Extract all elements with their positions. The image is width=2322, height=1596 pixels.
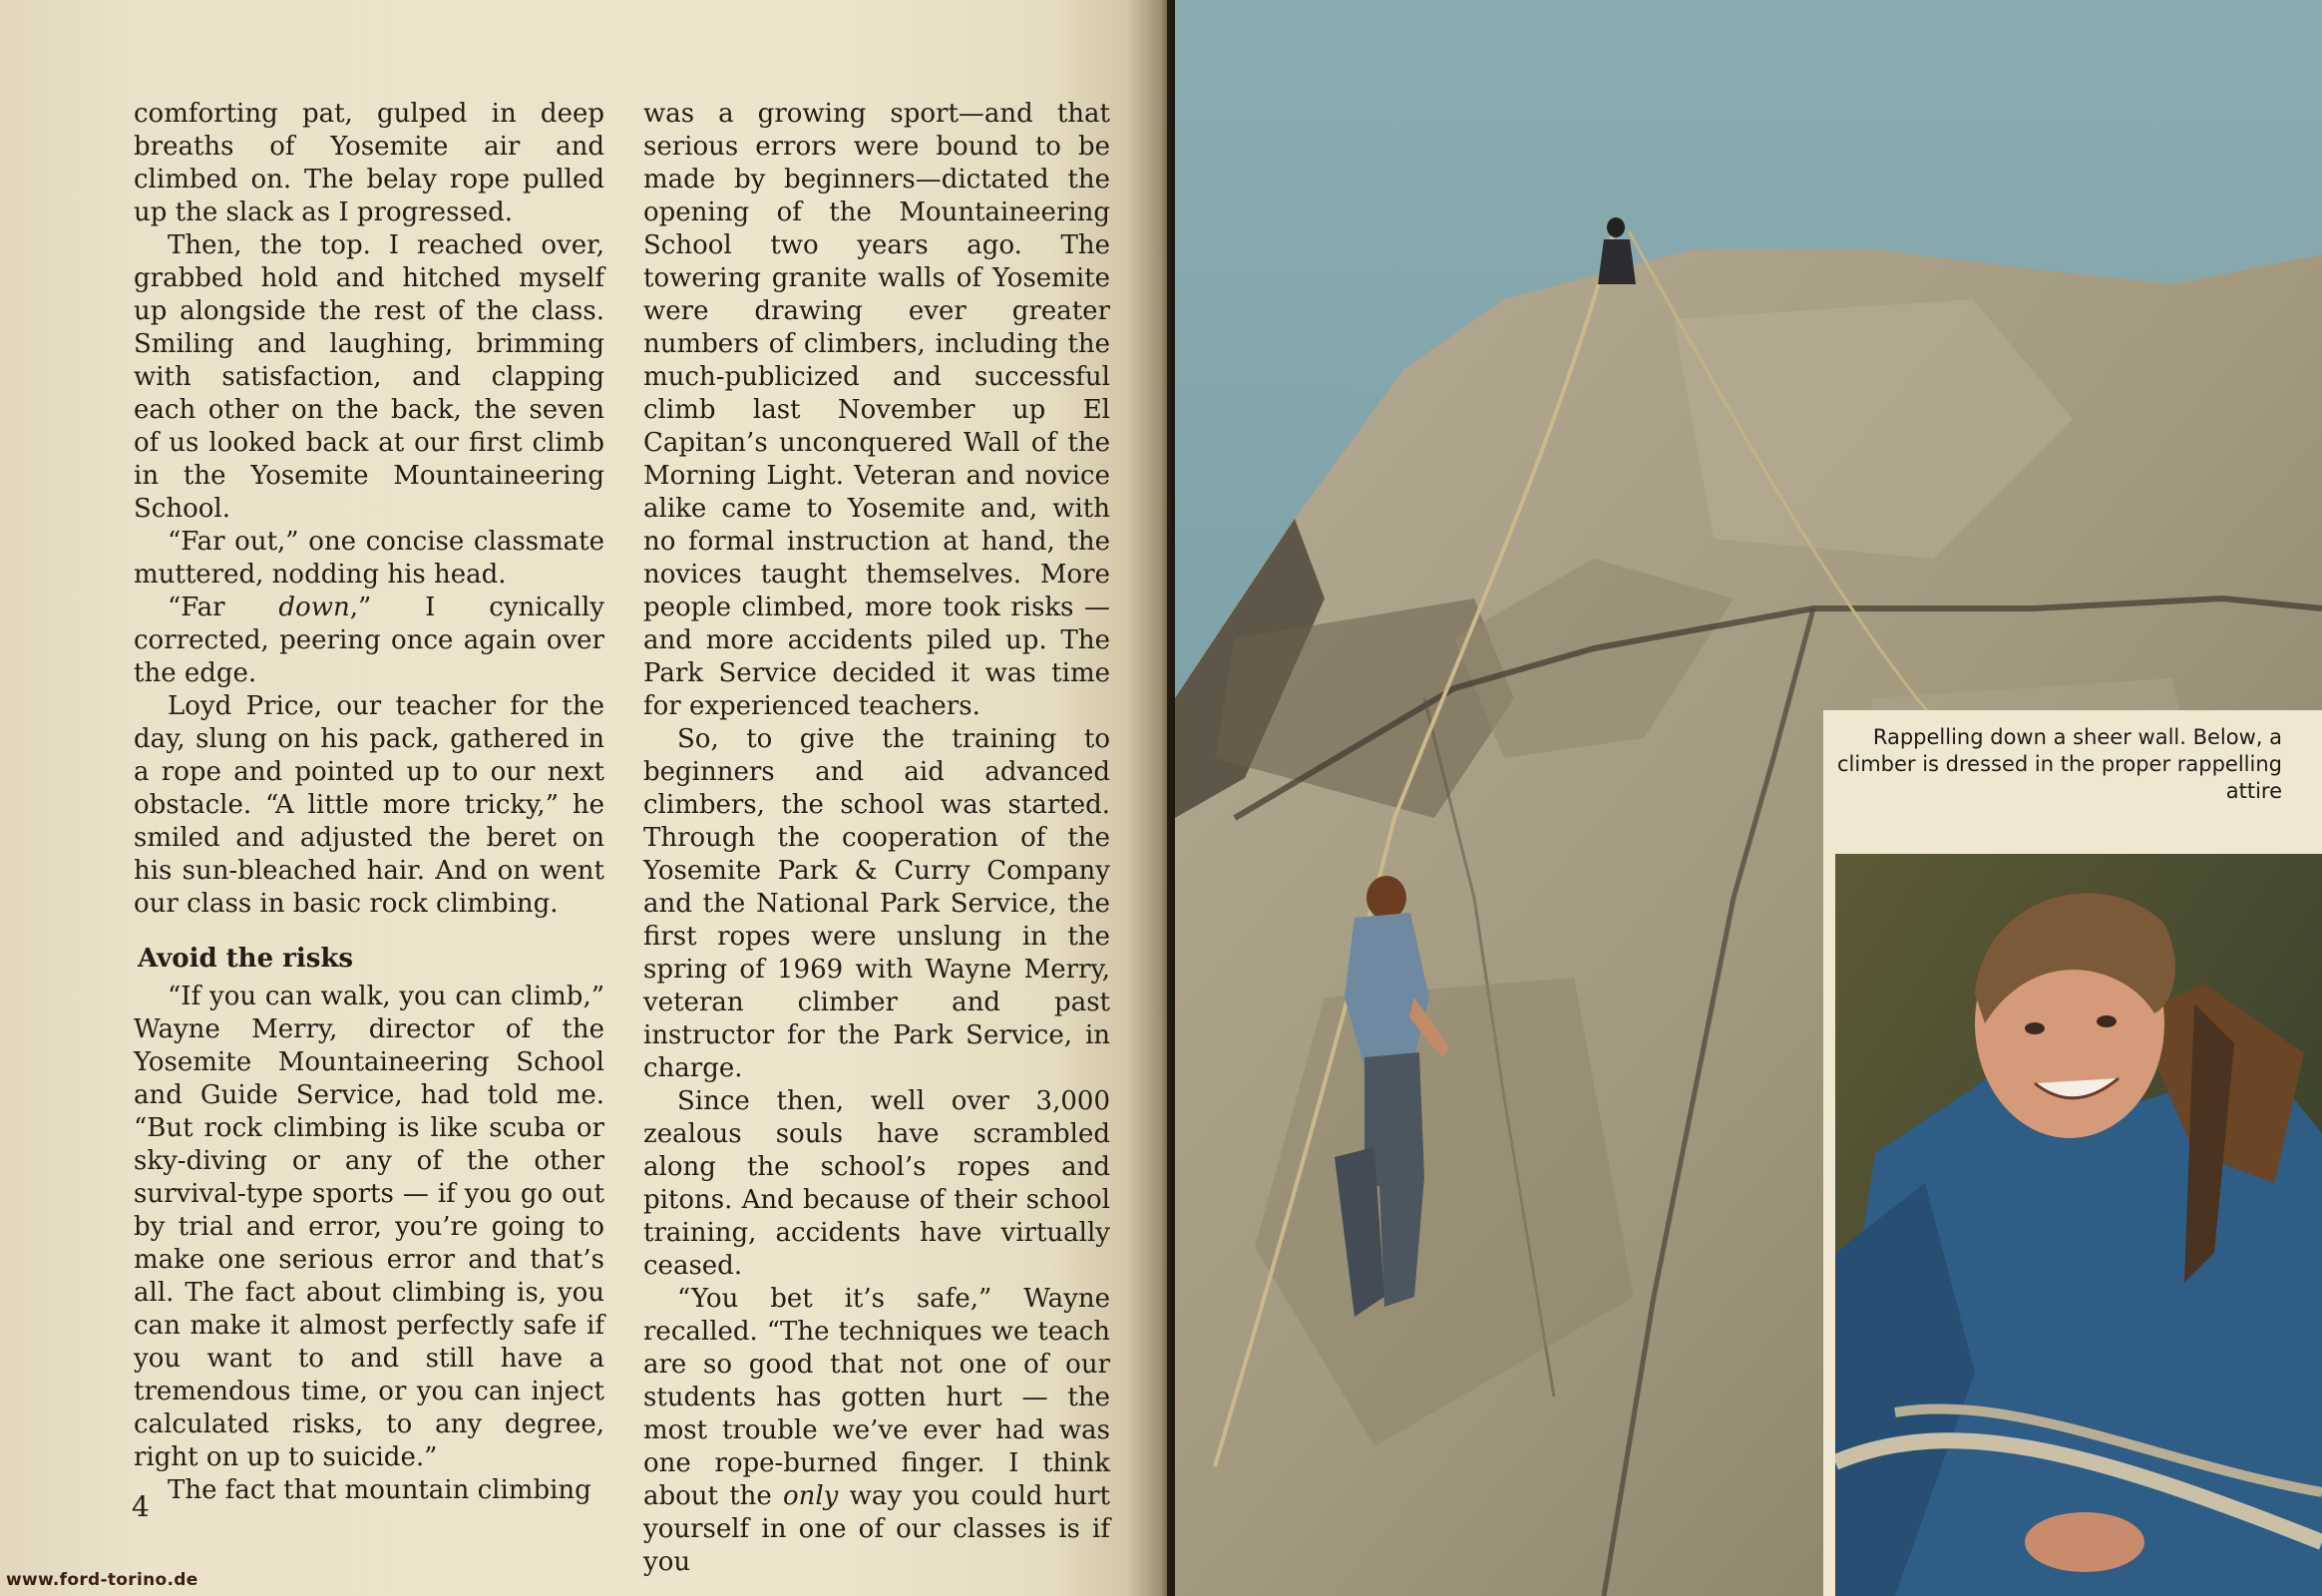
paragraph: So, to give the training to beginners and aid advanced climbers, the school was started. Through the cooperation of the Yosemite Park & Curry Company and the National Park Service, the first ropes were unslung in the spring of 1969 with Wayne Merry, veteran climber and past instructor for the Park Service, in charge.: [643, 724, 1110, 1083]
paragraph: The fact that mountain climbing: [168, 1475, 591, 1505]
paragraph: comforting pat, gulped in deep breaths of Yosemite air and climbed on. The belay rope pulled up the slack as I progressed.: [134, 99, 604, 227]
paragraph: “Far out,” one concise classmate muttered, nodding his head.: [134, 527, 604, 590]
paragraph: [134, 592, 604, 690]
photo-caption: Rappelling down a sheer wall. Below, a climber is dressed in the proper rappelling attire: [1836, 725, 2282, 803]
text-run: “Far: [168, 593, 279, 622]
text-run: ,” I cynically corrected, peering once again over the edge.: [134, 593, 604, 688]
text-column-1: [134, 98, 604, 1507]
text-run: “You bet it’s safe,” Wayne recalled. “The techniques we teach are so good that not one of our students has gotten hurt — the most trouble we’ve ever had was one rope-burned finger. I think about the: [643, 1284, 1110, 1511]
paragraph: Since then, well over 3,000 zealous souls have scrambled along the school’s ropes and pitons. And because of their school training, accidents have virtually ceased.: [643, 1086, 1110, 1281]
emphasis: down: [278, 593, 350, 622]
emphasis: only: [782, 1481, 839, 1511]
page-number: 4: [132, 1490, 150, 1523]
paragraph: was a growing sport—and that serious errors were bound to be made by beginners—dictated the opening of the Mountaineering School two years ago. The towering granite walls of Yosemite were drawing ever greater numbers of climbers, including the much-publicized and successful climb last November up El Capitan’s unconquered Wall of the Morning Light. Veteran and novice alike came to Yosemite and, with no formal instruction at hand, the novices taught themselves. More people climbed, more took risks — and more accidents piled up. The Park Service decided it was time for experienced teachers.: [643, 99, 1110, 721]
paragraph: Loyd Price, our teacher for the day, slung on his pack, gathered in a rope and pointed up to our next obstacle. “A little more tricky,” he smiled and adjusted the beret on his sun-bleached hair. And on went our class in basic rock climbing.: [134, 691, 604, 919]
paragraph: Then, the top. I reached over, grabbed hold and hitched myself up alongside the rest of the class. Smiling and laughing, brimming with satisfaction, and clapping each other on the back, the seven of us looked back at our first climb in the Yosemite Mountaineering School.: [134, 230, 604, 524]
page-gutter: [1127, 0, 1175, 1596]
watermark: www.ford-torino.de: [6, 1570, 198, 1590]
climber-portrait-photo: [1835, 854, 2322, 1596]
section-heading: Avoid the risks: [138, 944, 354, 974]
text-run: way you could hurt yourself in one of our classes is if you: [643, 1481, 1110, 1577]
paragraph: [643, 1283, 1110, 1579]
paragraph: “If you can walk, you can climb,” Wayne Merry, director of the Yosemite Mountaineering School and Guide Service, had told me. “But rock climbing is like scuba or sky-diving or any of the other survival-type sports — if you go out by trial and error, you’re going to make one serious error and that’s all. The fact about climbing is, you can make it almost perfectly safe if you want to and still have a tremendous time, or you can inject calculated risks, to any degree, right on up to suicide.”: [134, 982, 604, 1472]
text-column-2: [643, 98, 1110, 1579]
portrait-illustration: [1835, 854, 2322, 1596]
